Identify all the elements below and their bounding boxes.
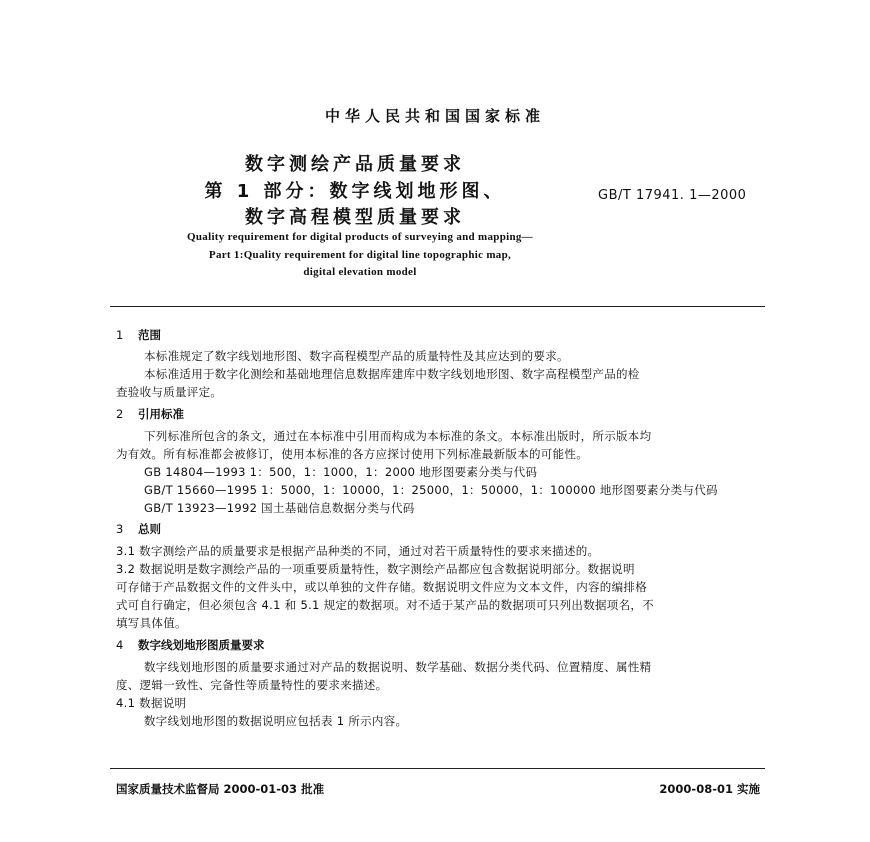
section-1-para-2a: 本标准适用于数字化测绘和基础地理信息数据库建库中数字线划地形图、数字高程模型产品的检 <box>144 367 640 381</box>
section-1-number: 1 <box>116 328 124 342</box>
clause-3-2-line-d: 填写具体值。 <box>116 616 187 630</box>
section-2-para-1a: 下列标准所包含的条文，通过在本标准中引用而构成为本标准的条文。本标准出版时，所示版本均 <box>144 429 652 443</box>
section-2-heading <box>116 406 184 422</box>
clause-3-1: 3.1 数字测绘产品的质量要求是根据产品种类的不同，通过对若干质量特性的要求来描述的。 <box>116 544 600 558</box>
header-divider <box>110 306 765 307</box>
section-2-number: 2 <box>116 407 124 421</box>
clause-4-1-heading: 4.1 数据说明 <box>116 696 187 710</box>
clause-3-2-line-b: 可存储于产品数据文件的文件头中，或以单独的文件存储。数据说明文件应为文本文件，内容的编排格 <box>116 580 647 594</box>
title-cn-line-2: 第 1 部分：数字线划地形图、 <box>204 181 506 202</box>
section-3-number: 3 <box>116 522 124 536</box>
clause-3-2-line-c: 式可自行确定，但必须包含 4.1 和 5.1 规定的数据项。对不适于某产品的数据项可只列出数据项名，不 <box>116 598 654 612</box>
section-4-para-1b: 度、逻辑一致性、完备性等质量特性的要求来描述。 <box>116 678 388 692</box>
title-cn-line-3: 数字高程模型质量要求 <box>245 207 465 228</box>
title-cn-line-1: 数字测绘产品质量要求 <box>245 154 465 175</box>
clause-3-2-line-a: 3.2 数据说明是数字测绘产品的一项重要质量特性，数字测绘产品都应包含数据说明部分。数据说明 <box>116 562 635 576</box>
section-1-para-2b: 查验收与质量评定。 <box>116 385 223 399</box>
clause-4-1-para: 数字线划地形图的数据说明应包括表 1 所示内容。 <box>144 714 408 728</box>
section-4-number: 4 <box>116 638 124 652</box>
section-1-para-1: 本标准规定了数字线划地形图、数字高程模型产品的质量特性及其应达到的要求。 <box>144 349 569 363</box>
title-en-line-3: digital elevation model <box>303 266 417 278</box>
section-4-heading <box>116 637 265 653</box>
title-en-line-1: Quality requirement for digital products of surveying and mapping— <box>187 231 533 243</box>
section-4-title: 数字线划地形图质量要求 <box>138 638 265 652</box>
approval-date: 国家质量技术监督局 2000-01-03 批准 <box>116 782 325 796</box>
standard-number: GB/T 17941. 1—2000 <box>598 188 747 203</box>
section-1-title: 范围 <box>138 328 161 342</box>
reference-3: GB/T 13923—1992 国土基础信息数据分类与代码 <box>144 501 415 515</box>
country-standard-title: 中华人民共和国国家标准 <box>324 107 545 125</box>
section-4-para-1a: 数字线划地形图的质量要求通过对产品的数据说明、数学基础、数据分类代码、位置精度、属性精 <box>144 660 652 674</box>
section-1-heading <box>116 327 161 343</box>
reference-1: GB 14804—1993 1：500，1：1000，1：2000 地形图要素分类与代码 <box>144 465 538 479</box>
footer-divider <box>110 768 765 769</box>
implementation-date: 2000-08-01 实施 <box>659 782 760 796</box>
section-2-para-1b: 为有效。所有标准都会被修订，使用本标准的各方应探讨使用下列标准最新版本的可能性。 <box>116 447 588 461</box>
section-3-title: 总则 <box>138 522 161 536</box>
section-2-title: 引用标准 <box>138 407 184 421</box>
reference-2: GB/T 15660—1995 1：5000，1：10000，1：25000，1：50000，1：100000 地形图要素分类与代码 <box>144 483 718 497</box>
section-3-heading <box>116 521 161 537</box>
title-en-line-2: Part 1:Quality requirement for digital line topographic map, <box>208 249 512 261</box>
